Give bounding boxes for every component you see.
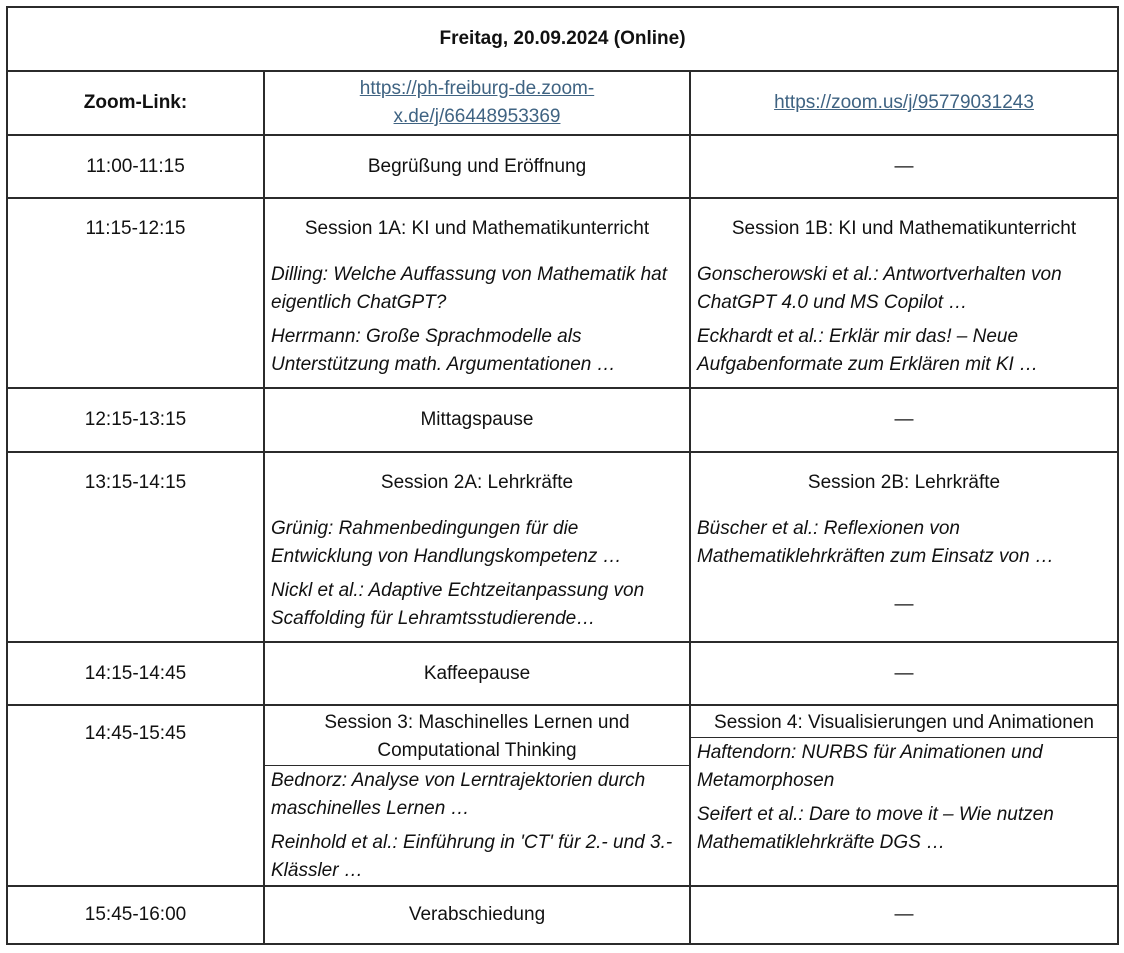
time-slot: 14:15-14:45 [7,642,264,705]
schedule-row [7,705,1118,886]
talk-list [691,737,1117,857]
zoom-link-a-line2[interactable]: x.de/j/66448953369 [393,106,561,127]
session-a-cell [264,705,690,886]
day-title: Freitag, 20.09.2024 (Online) [7,7,1118,71]
talk-item: Haftendorn: NURBS für Animationen und Metamorphosen [697,742,1043,791]
session-b-cell [690,198,1118,388]
zoom-link-b[interactable]: https://zoom.us/j/95779031243 [690,71,1118,135]
zoom-row [7,71,1118,135]
session-title: Session 1A: KI und Mathematikunterricht [304,218,650,239]
talk-item: Gonscherowski et al.: Antwortverhalten von ChatGPT 4.0 und MS Copilot … [697,264,1062,313]
session-title: Session 3: Maschinelles Lernen und Computational Thinking [324,712,630,761]
time-slot: 11:15-12:15 [7,198,264,388]
talk-list [265,765,689,885]
session-b-cell: — [690,388,1118,452]
zoom-link-a-line1[interactable]: https://ph-freiburg-de.zoom- [359,78,595,99]
schedule-row [7,388,1118,452]
talk-item: Nickl et al.: Adaptive Echtzeitanpassung von Scaffolding für Lehramtsstudierende… [271,580,645,629]
session-a-cell [264,452,690,642]
empty-talk: — [894,594,914,615]
talk-item: Eckhardt et al.: Erklär mir das! – Neue Aufgabenformate zum Erklären mit KI … [697,326,1039,375]
session-b-cell: — [690,135,1118,198]
schedule-row [7,135,1118,198]
session-a-cell: Begrüßung und Eröffnung [264,135,690,198]
talk-item: Herrmann: Große Sprachmodelle als Unterstützung math. Argumentationen … [271,326,616,375]
session-title: Session 2B: Lehrkräfte [807,472,1001,493]
talk-item: Dilling: Welche Auffassung von Mathematik hat eigentlich ChatGPT? [271,264,668,313]
header-row [7,7,1118,71]
session-a-cell: Mittagspause [264,388,690,452]
session-b-cell [690,452,1118,642]
time-slot: 12:15-13:15 [7,388,264,452]
talk-item: Grünig: Rahmenbedingungen für die Entwicklung von Handlungskompetenz … [271,518,622,567]
schedule-row [7,452,1118,642]
schedule-row [7,198,1118,388]
talk-item: Büscher et al.: Reflexionen von Mathematiklehrkräften zum Einsatz von … [697,518,1054,567]
session-b-cell: — [690,886,1118,944]
session-title: Session 1B: KI und Mathematikunterricht [731,218,1077,239]
time-slot: 15:45-16:00 [7,886,264,944]
session-title: Session 4: Visualisierungen und Animationen [714,712,1094,733]
schedule-row [7,886,1118,944]
session-b-cell [690,705,1118,886]
session-title: Session 2A: Lehrkräfte [380,472,574,493]
zoom-link-a[interactable] [264,71,690,135]
session-b-cell: — [690,642,1118,705]
session-a-cell [264,198,690,388]
zoom-label: Zoom-Link: [7,71,264,135]
time-slot: 14:45-15:45 [7,705,264,886]
time-slot: 11:00-11:15 [7,135,264,198]
talk-item: Seifert et al.: Dare to move it – Wie nutzen Mathematiklehrkräfte DGS … [697,804,1054,853]
talk-item: Reinhold et al.: Einführung in 'CT' für 2.- und 3.-Klässler … [271,832,673,881]
session-a-cell: Kaffeepause [264,642,690,705]
schedule-table [6,6,1119,945]
talk-item: Bednorz: Analyse von Lerntrajektorien durch maschinelles Lernen … [271,770,646,819]
time-slot: 13:15-14:15 [7,452,264,642]
schedule-row [7,642,1118,705]
session-a-cell: Verabschiedung [264,886,690,944]
